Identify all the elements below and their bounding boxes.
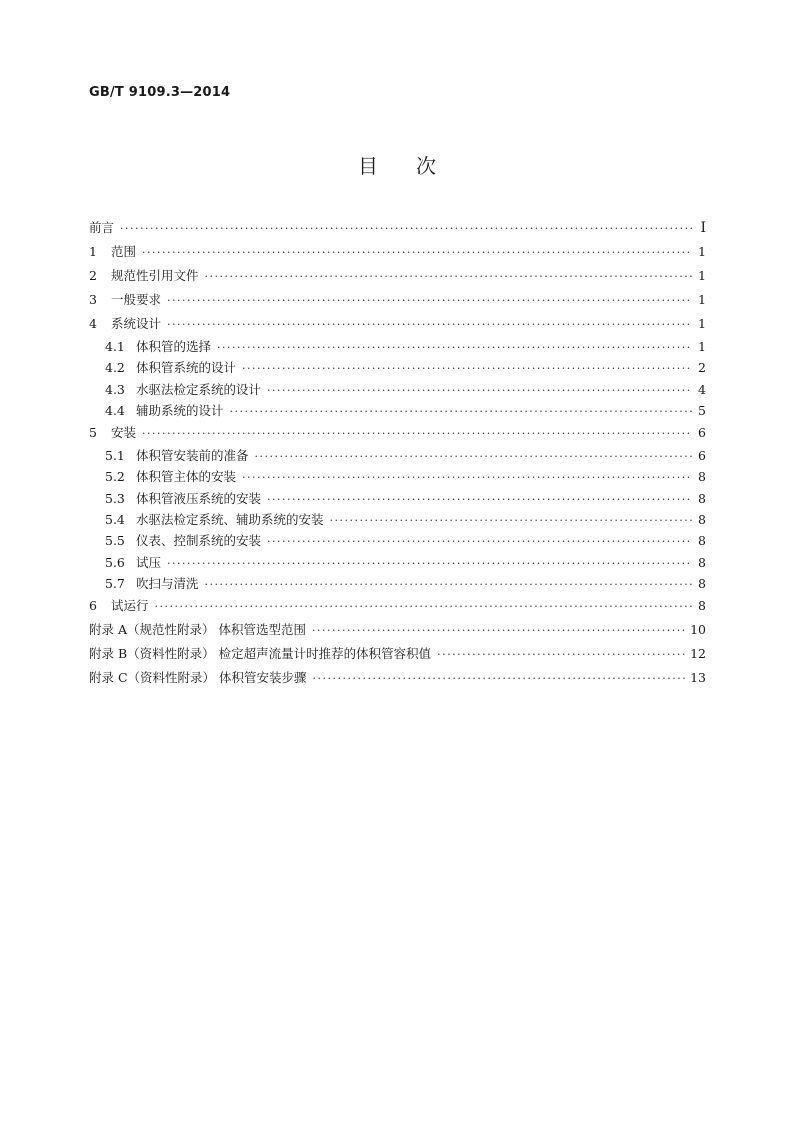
toc-leader-dots [313,667,687,691]
toc-leader-dots [255,446,692,467]
toc-leader-dots [437,643,686,667]
toc-entry-label: 试压 [136,554,162,570]
toc-title-part1: 目 [358,154,378,178]
toc-entry-5-6[interactable] [89,552,706,573]
toc-entry-1[interactable] [89,240,706,264]
toc-entry-number: 2 [89,268,97,283]
toc-leader-dots [217,337,692,358]
toc-entry-page: 8 [698,575,706,591]
toc-entry-page: 5 [698,402,706,418]
toc-entry-number: 4 [89,316,97,331]
toc-leader-dots [267,489,692,510]
toc-leader-dots [205,265,692,289]
toc-entry-page: 8 [698,533,706,549]
toc-entry-5-7[interactable] [89,573,706,594]
toc-entry-4-2[interactable] [89,357,706,378]
toc-entry-number: 6 [89,598,97,614]
toc-entry-page: 13 [690,670,706,686]
toc-leader-dots [267,380,692,401]
toc-leader-dots [120,217,692,241]
toc-leader-dots [142,422,692,446]
toc-leader-dots [167,313,692,337]
toc-entry-label: 附录 C（资料性附录） 体积管安装步骤 [89,670,307,686]
toc-entry-page: 8 [698,554,706,570]
toc-entry-label: 安装 [111,425,137,441]
toc-entry-number: 4.2 [105,360,125,376]
toc-entry-page: 2 [698,360,706,376]
toc-entry-6[interactable] [89,594,706,618]
toc-entry-appendix-c[interactable] [89,666,706,690]
toc-entry-appendix-b[interactable] [89,642,706,666]
toc-entry-number: 5.5 [105,533,125,549]
toc-leader-dots [242,467,692,488]
toc-entry-label: 前言 [89,220,115,235]
toc-entry-page: 1 [698,339,706,354]
toc-entry-5-5[interactable] [89,530,706,551]
toc-entry-page: 1 [698,316,706,331]
toc-entry-number: 5.2 [105,469,125,485]
toc-entry-page: 8 [698,490,706,506]
toc-entry-label: 试运行 [111,598,149,614]
toc-entry-label: 体积管的选择 [136,339,212,354]
toc-entry-label: 一般要求 [111,292,162,307]
toc-entry-4-1[interactable] [89,336,706,357]
toc-entry-number: 5.6 [105,554,125,570]
toc-entry-label: 仪表、控制系统的安装 [136,533,262,549]
toc-entry-number: 4.4 [105,402,125,418]
toc-leader-dots [167,553,692,574]
toc-entry-page: I [700,220,706,236]
toc-entry-2[interactable] [89,264,706,288]
toc-entry-number: 5 [89,425,97,441]
toc-entry-4-4[interactable] [89,400,706,421]
toc-entry-page: 1 [698,244,706,259]
toc-entry-number: 5.3 [105,490,125,506]
toc-entry-label: 范围 [111,244,137,259]
document-code: GB/T 9109.3—2014 [89,85,231,100]
toc-entry-label: 水驱法检定系统的设计 [136,381,262,397]
toc-entry-label: 体积管系统的设计 [136,360,237,376]
toc-entry-page: 1 [698,268,706,283]
toc-leader-dots [242,358,692,379]
table-of-contents [89,216,706,690]
toc-leader-dots [267,531,692,552]
toc-title-part2: 次 [416,154,436,178]
toc-entry-label: 体积管安装前的准备 [136,448,249,464]
toc-entry-foreword[interactable] [89,216,706,240]
toc-leader-dots [205,574,692,595]
toc-entry-5-1[interactable] [89,445,706,466]
toc-entry-label: 附录 A（规范性附录） 体积管选型范围 [89,622,306,638]
toc-entry-number: 5.1 [105,448,125,464]
toc-entry-5-3[interactable] [89,488,706,509]
toc-entry-label: 水驱法检定系统、辅助系统的安装 [136,512,324,528]
toc-entry-page: 6 [698,448,706,464]
toc-entry-number: 4.1 [105,339,125,354]
toc-leader-dots [330,510,692,531]
toc-entry-label: 体积管液压系统的安装 [136,490,262,506]
toc-leader-dots [230,401,692,422]
toc-entry-page: 6 [698,425,706,441]
toc-entry-page: 12 [690,646,706,662]
toc-entry-5-2[interactable] [89,466,706,487]
toc-entry-3[interactable] [89,288,706,312]
toc-leader-dots [312,619,686,643]
toc-entry-number: 4.3 [105,381,125,397]
toc-entry-appendix-a[interactable] [89,618,706,642]
toc-entry-label: 体积管主体的安装 [136,469,237,485]
toc-entry-label: 规范性引用文件 [111,268,199,283]
toc-entry-number: 3 [89,292,97,307]
toc-entry-page: 1 [698,292,706,307]
toc-entry-number: 5.7 [105,575,125,591]
toc-entry-5[interactable] [89,421,706,445]
toc-title [0,150,794,179]
toc-entry-4[interactable] [89,312,706,336]
toc-entry-label: 吹扫与清洗 [136,575,199,591]
toc-entry-label: 系统设计 [111,316,162,331]
toc-entry-page: 8 [698,469,706,485]
toc-entry-label: 辅助系统的设计 [136,402,224,418]
toc-entry-page: 10 [690,622,706,638]
toc-leader-dots [167,289,692,313]
toc-entry-page: 4 [698,381,706,397]
toc-entry-page: 8 [698,598,706,614]
toc-entry-number: 1 [89,244,97,259]
toc-leader-dots [155,595,692,619]
toc-entry-4-3[interactable] [89,379,706,400]
toc-entry-label: 附录 B（资料性附录） 检定超声流量计时推荐的体积管容积值 [89,646,432,662]
toc-entry-page: 8 [698,512,706,528]
toc-entry-number: 5.4 [105,512,125,528]
toc-leader-dots [142,241,692,265]
toc-entry-5-4[interactable] [89,509,706,530]
